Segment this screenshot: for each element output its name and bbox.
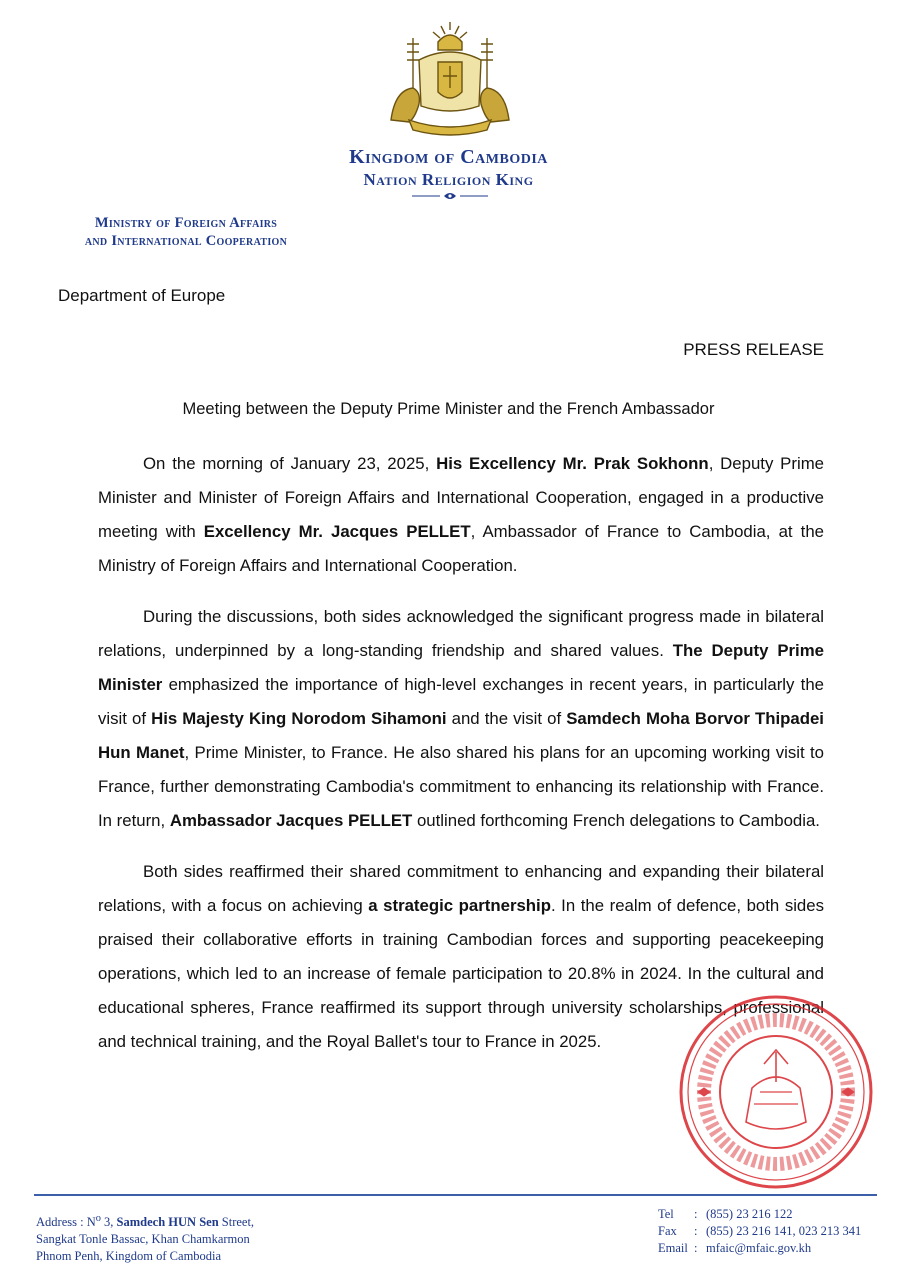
paragraph-1 <box>98 447 824 583</box>
separator: : <box>694 1241 698 1255</box>
paragraph-2 <box>98 600 824 838</box>
bold-run: Excellency Mr. Jacques PELLET <box>203 522 471 541</box>
bold-run: Samdech Moha Borvor Thipadei Hun Manet <box>98 709 824 762</box>
footer-divider <box>34 1194 877 1196</box>
footer-contact <box>658 1206 861 1257</box>
address-line3: Phnom Penh, Kingdom of Cambodia <box>36 1249 222 1264</box>
address-line1 <box>36 1210 366 1231</box>
text-run: emphasized the importance of high-level exchanges in recent years, in particularly the visit of <box>98 675 824 728</box>
address-street-tail: Street, <box>218 1215 255 1230</box>
address-line2: Sangkat Tonle Bassac, Khan Chamkarmon <box>36 1232 250 1247</box>
contact-tel <box>658 1206 861 1223</box>
address-sup: o <box>95 1213 101 1224</box>
address-number: 3, <box>100 1215 117 1230</box>
ministry-name-line1: Ministry of Foreign Affairs <box>94 215 278 231</box>
text-run: , Deputy Prime Minister and Minister of Foreign Affairs and International Cooperation, engaged in a productive meeting with <box>98 454 824 541</box>
email-value[interactable]: mfaic@mfaic.gov.kh <box>706 1241 812 1255</box>
text-run: . In the realm of defence, both sides praised their collaborative efforts in training Cambodian forces and supporting peacekeeping operations, which led to an increase of female participation to 20.8% in 2024. In the cultural and educational spheres, France reaffirmed its support through university scholarships, professional and technical training, and the Royal Ballet's tour to France in 2025. <box>98 896 824 1051</box>
text-run: On the morning of January 23, 2025, <box>143 454 437 473</box>
contact-email <box>658 1240 861 1257</box>
bold-run: His Excellency Mr. Prak Sokhonn <box>436 454 709 473</box>
text-run: , Prime Minister, to France. He also shared his plans for an upcoming working visit to France, further demonstrating Cambodia's commitment to enhancing its relationship with France. In return, <box>98 743 824 830</box>
ministry-name-line2: and International Cooperation <box>84 233 288 249</box>
tel-value: (855) 23 216 122 <box>706 1207 793 1221</box>
department-name: Department of Europe <box>58 286 226 305</box>
press-release-body <box>98 447 824 1059</box>
contact-fax <box>658 1223 861 1240</box>
ornament-divider-icon <box>410 190 490 202</box>
separator: : <box>694 1224 698 1238</box>
tel-label: Tel <box>658 1207 674 1221</box>
national-motto: Nation Religion King <box>363 170 534 189</box>
royal-arms-emblem-icon <box>383 20 517 136</box>
text-run: Both sides reaffirmed their shared commitment to enhancing and expanding their bilateral relations, with a focus on achieving <box>98 862 824 915</box>
fax-value: (855) 23 216 141, 023 213 341 <box>706 1224 862 1238</box>
bold-run: a strategic partnership <box>368 896 551 915</box>
bold-run: His Majesty King Norodom Sihamoni <box>151 709 447 728</box>
kingdom-title: Kingdom of Cambodia <box>349 146 548 168</box>
bold-run: Ambassador Jacques PELLET <box>169 811 413 830</box>
address-street: Samdech HUN Sen <box>116 1215 219 1230</box>
email-label: Email <box>658 1241 688 1255</box>
fax-label: Fax <box>658 1224 677 1238</box>
press-release-title: Meeting between the Deputy Prime Minister and the French Ambassador <box>182 400 715 418</box>
bold-run: The Deputy Prime Minister <box>98 641 824 694</box>
text-run: During the discussions, both sides acknowledged the significant progress made in bilateral relations, underpinned by a long-standing friendship and shared values. <box>98 607 824 660</box>
document-type: PRESS RELEASE <box>683 340 824 359</box>
ministry-name <box>36 214 336 250</box>
address-label: Address : N <box>36 1215 96 1230</box>
text-run: and the visit of <box>446 709 567 728</box>
footer-address <box>36 1210 366 1265</box>
text-run: outlined forthcoming French delegations to Cambodia. <box>412 811 820 830</box>
text-run: , Ambassador of France to Cambodia, at the Ministry of Foreign Affairs and International Cooperation. <box>98 522 825 575</box>
separator: : <box>694 1207 698 1221</box>
official-seal-icon <box>676 992 876 1192</box>
